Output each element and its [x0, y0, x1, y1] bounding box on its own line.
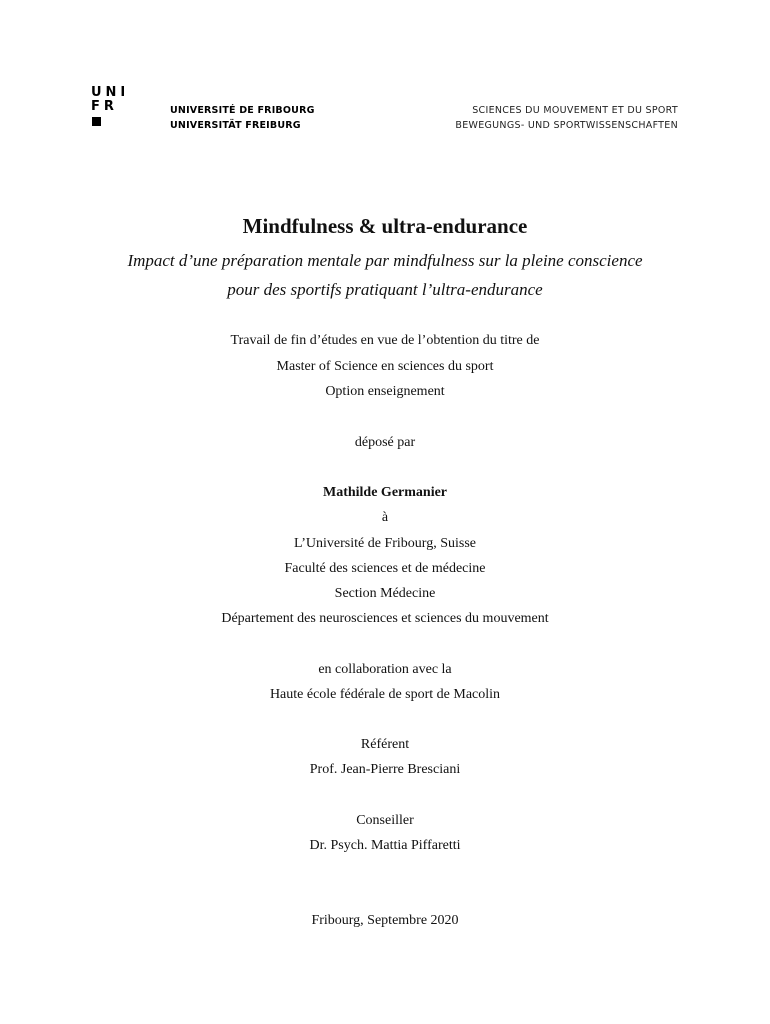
university-name-fr: UNIVERSITÉ DE FRIBOURG	[170, 105, 315, 116]
university-name	[170, 103, 315, 133]
page-header	[0, 0, 770, 140]
institution-line4: Département des neurosciences et sciences du mouvement	[221, 611, 549, 626]
logo-square-icon	[92, 117, 101, 126]
institution-line3: Section Médecine	[334, 586, 436, 601]
document-subtitle-line2: pour des sportifs pratiquant l’ultra-endurance	[227, 280, 543, 299]
institution-line2: Faculté des sciences et de médecine	[284, 561, 486, 576]
at-label: à	[381, 510, 389, 525]
logo-text-row1: UNI	[91, 85, 130, 100]
collaboration-line1: en collaboration avec la	[318, 662, 452, 677]
advisor-name: Dr. Psych. Mattia Piffaretti	[309, 838, 461, 853]
department-name	[455, 103, 678, 133]
referent-label: Référent	[360, 737, 410, 752]
logo-text-row2: FR	[91, 99, 118, 114]
document-title: Mindfulness & ultra-endurance	[242, 214, 528, 238]
purpose-line3: Option enseignement	[325, 384, 445, 399]
document-subtitle-line1: Impact d’une préparation mentale par mindfulness sur la pleine conscience	[127, 251, 643, 270]
collaboration-line2: Haute école fédérale de sport de Macolin	[269, 687, 501, 702]
university-name-de: UNIVERSITÄT FREIBURG	[170, 120, 301, 131]
referent-name: Prof. Jean-Pierre Bresciani	[309, 762, 461, 777]
purpose-line2: Master of Science en sciences du sport	[276, 359, 494, 374]
submitted-by-label: déposé par	[354, 435, 416, 450]
author-name: Mathilde Germanier	[322, 485, 448, 500]
place-date: Fribourg, Septembre 2020	[311, 913, 459, 928]
unifr-logo	[91, 86, 141, 130]
department-name-fr: SCIENCES DU MOUVEMENT ET DU SPORT	[472, 105, 678, 116]
purpose-line1: Travail de fin d’études en vue de l’obtention du titre de	[230, 333, 540, 348]
institution-line1: L’Université de Fribourg, Suisse	[294, 536, 476, 551]
advisor-label: Conseiller	[356, 813, 414, 828]
department-name-de: BEWEGUNGS- UND SPORTWISSENSCHAFTEN	[455, 120, 678, 131]
